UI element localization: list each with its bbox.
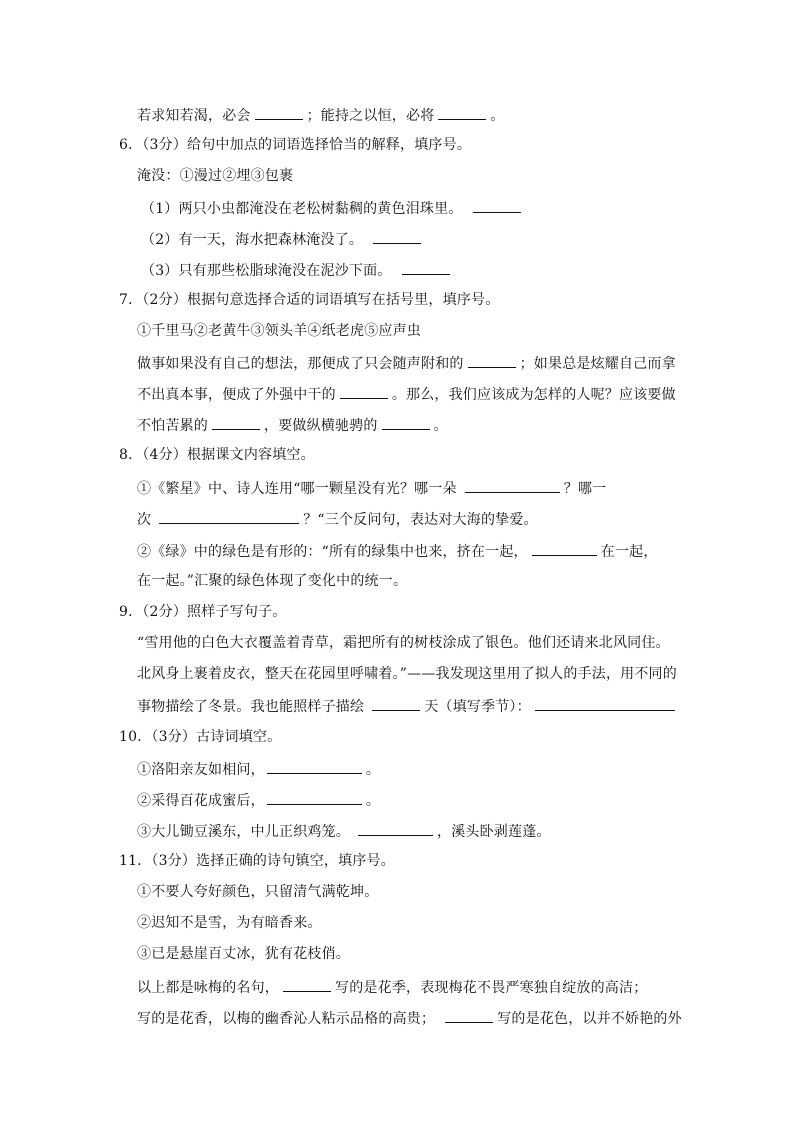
q8-line-2-b: ？“三个反问句，表达对大海的挚爱。 bbox=[303, 512, 538, 528]
q8-line-3-b: 在一起， bbox=[600, 544, 658, 560]
q10-item-2-b: 。 bbox=[365, 793, 381, 809]
q5-text-b: ；能持之以恒，必将 bbox=[306, 108, 435, 124]
q8-line-3 bbox=[137, 540, 658, 562]
answer-blank[interactable] bbox=[340, 383, 388, 399]
q7-line-3 bbox=[137, 414, 448, 436]
q10-title: 10．（3分）古诗词填空。 bbox=[119, 729, 282, 745]
q9-line-1: “雪用他的白色大衣覆盖着青草，霜把所有的树枝涂成了银色。他们还请来北风同住。 bbox=[137, 635, 670, 651]
q7-line-1-a: 做事如果没有自己的想法，那便成了只会随声附和的 bbox=[137, 356, 464, 372]
answer-blank[interactable] bbox=[283, 976, 331, 992]
q8-line-3-a: ②《绿》中的绿色是有形的：“所有的绿集中也来，挤在一起， bbox=[137, 544, 528, 560]
q10-item-3-b: ，溪头卧剥莲蓬。 bbox=[437, 824, 551, 840]
q10-item-3-a: ③大儿锄豆溪东，中儿正织鸡笼。 bbox=[137, 824, 350, 840]
q11-option-3: ③已是悬崖百丈冰，犹有花枝俏。 bbox=[137, 946, 350, 962]
answer-blank[interactable] bbox=[468, 352, 516, 368]
q10-item-1-b: 。 bbox=[365, 762, 381, 778]
q6-item-1-text: （1）两只小虫都淹没在老松树黏稠的黄色泪珠里。 bbox=[141, 201, 463, 217]
q10-item-3 bbox=[137, 820, 551, 842]
answer-blank[interactable] bbox=[473, 197, 521, 213]
q6-item-2-text: （2）有一天，海水把森林淹没了。 bbox=[141, 232, 364, 248]
answer-blank[interactable] bbox=[267, 758, 362, 774]
q7-line-3-a: 不怕苦累的 bbox=[137, 418, 208, 434]
q11-line-1-b: 写的是花季，表现梅花不畏严寒独自绽放的高洁； bbox=[335, 980, 648, 996]
q10-item-1 bbox=[137, 758, 380, 780]
answer-blank[interactable] bbox=[159, 508, 299, 524]
q8-title: 8．（4分）根据课文内容填空。 bbox=[119, 447, 315, 463]
q7-options: ①千里马②老黄牛③领头羊④纸老虎⑤应声虫 bbox=[137, 323, 421, 339]
answer-blank[interactable] bbox=[372, 695, 420, 711]
q6-item-1 bbox=[141, 197, 525, 219]
q5-text-a: 若求知若渴，必会 bbox=[137, 108, 251, 124]
q10-item-2-a: ②采得百花成蜜后， bbox=[137, 793, 265, 809]
q9-line-2: 北风身上裹着皮衣，整天在花园里呼啸着。”——我发现这里用了拟人的手法，用不同的 bbox=[137, 666, 677, 682]
q9-line-3-a: 事物描绘了冬景。我也能照样子描绘 bbox=[137, 699, 365, 715]
q11-line-2-b: 写的是花色，以并不娇艳的外 bbox=[497, 1011, 682, 1027]
q11-line-1 bbox=[137, 976, 647, 998]
q10-item-1-a: ①洛阳亲友如相问， bbox=[137, 762, 265, 778]
q9-line-3-b: 天（填写季节）： bbox=[424, 699, 531, 715]
answer-blank[interactable] bbox=[373, 228, 421, 244]
q8-line-1-b: ？哪一 bbox=[563, 481, 607, 497]
q7-line-2-a: 不出真本事，便成了外强中干的 bbox=[137, 387, 336, 403]
answer-blank[interactable] bbox=[267, 789, 362, 805]
q11-title: 11．（3分）选择正确的诗句镇空，填序号。 bbox=[119, 853, 395, 869]
q6-item-3-text: （3）只有那些松脂球淹没在泥沙下面。 bbox=[141, 263, 392, 279]
q6-definition: 淹没：①漫过②埋③包裹 bbox=[137, 168, 294, 184]
q11-option-2: ②迟知不是雪，为有暗香来。 bbox=[137, 915, 322, 931]
q8-line-1-a: ①《繁星》中、诗人连用“哪一颗星没有光？哪一朵 bbox=[137, 481, 457, 497]
q7-line-1 bbox=[137, 352, 676, 374]
q7-line-3-c: 。 bbox=[433, 418, 448, 434]
answer-blank[interactable] bbox=[532, 540, 597, 556]
q7-line-2 bbox=[137, 383, 676, 405]
answer-blank[interactable] bbox=[402, 259, 450, 275]
answer-blank[interactable] bbox=[255, 104, 303, 120]
q7-title: 7．（2分）根据句意选择合适的词语填写在括号里，填序号。 bbox=[119, 292, 500, 308]
q8-line-2 bbox=[137, 508, 538, 530]
q10-item-2 bbox=[137, 789, 380, 811]
q5-text-c: 。 bbox=[490, 108, 505, 124]
q11-line-2-a: 写的是花香，以梅的幽香沁人粘示品格的高贵； bbox=[137, 1011, 436, 1027]
answer-blank[interactable] bbox=[445, 1007, 493, 1023]
answer-blank[interactable] bbox=[438, 104, 486, 120]
q7-line-3-b: ，要做纵横驰骋的 bbox=[264, 418, 378, 434]
q8-line-1 bbox=[137, 477, 606, 499]
q8-line-4: 在一起。”汇聚的绿色体现了变化中的统一。 bbox=[137, 573, 408, 589]
q7-line-1-b: ；如果总是炫耀自己而拿 bbox=[519, 356, 676, 372]
q8-line-2-a: 次 bbox=[137, 512, 152, 528]
q11-option-1: ①不要人夸好颜色，只留清气满乾坤。 bbox=[137, 884, 379, 900]
q6-item-3 bbox=[141, 259, 454, 281]
q6-title: 6．（3分）给句中加点的词语选择恰当的解释，填序号。 bbox=[119, 137, 472, 153]
answer-blank[interactable] bbox=[465, 477, 560, 493]
q5-tail-line bbox=[137, 104, 505, 126]
q7-line-2-b: 。那么，我们应该成为怎样的人呢？应该要做 bbox=[391, 387, 676, 403]
q9-line-3 bbox=[137, 695, 679, 717]
q9-title: 9．（2分）照样子写句子。 bbox=[119, 604, 287, 620]
answer-blank[interactable] bbox=[535, 695, 675, 711]
q6-item-2 bbox=[141, 228, 425, 250]
q11-line-2 bbox=[137, 1007, 682, 1029]
q11-line-1-a: 以上都是咏梅的名句， bbox=[137, 980, 279, 996]
answer-blank[interactable] bbox=[358, 820, 433, 836]
answer-blank[interactable] bbox=[212, 414, 260, 430]
answer-blank[interactable] bbox=[382, 414, 430, 430]
